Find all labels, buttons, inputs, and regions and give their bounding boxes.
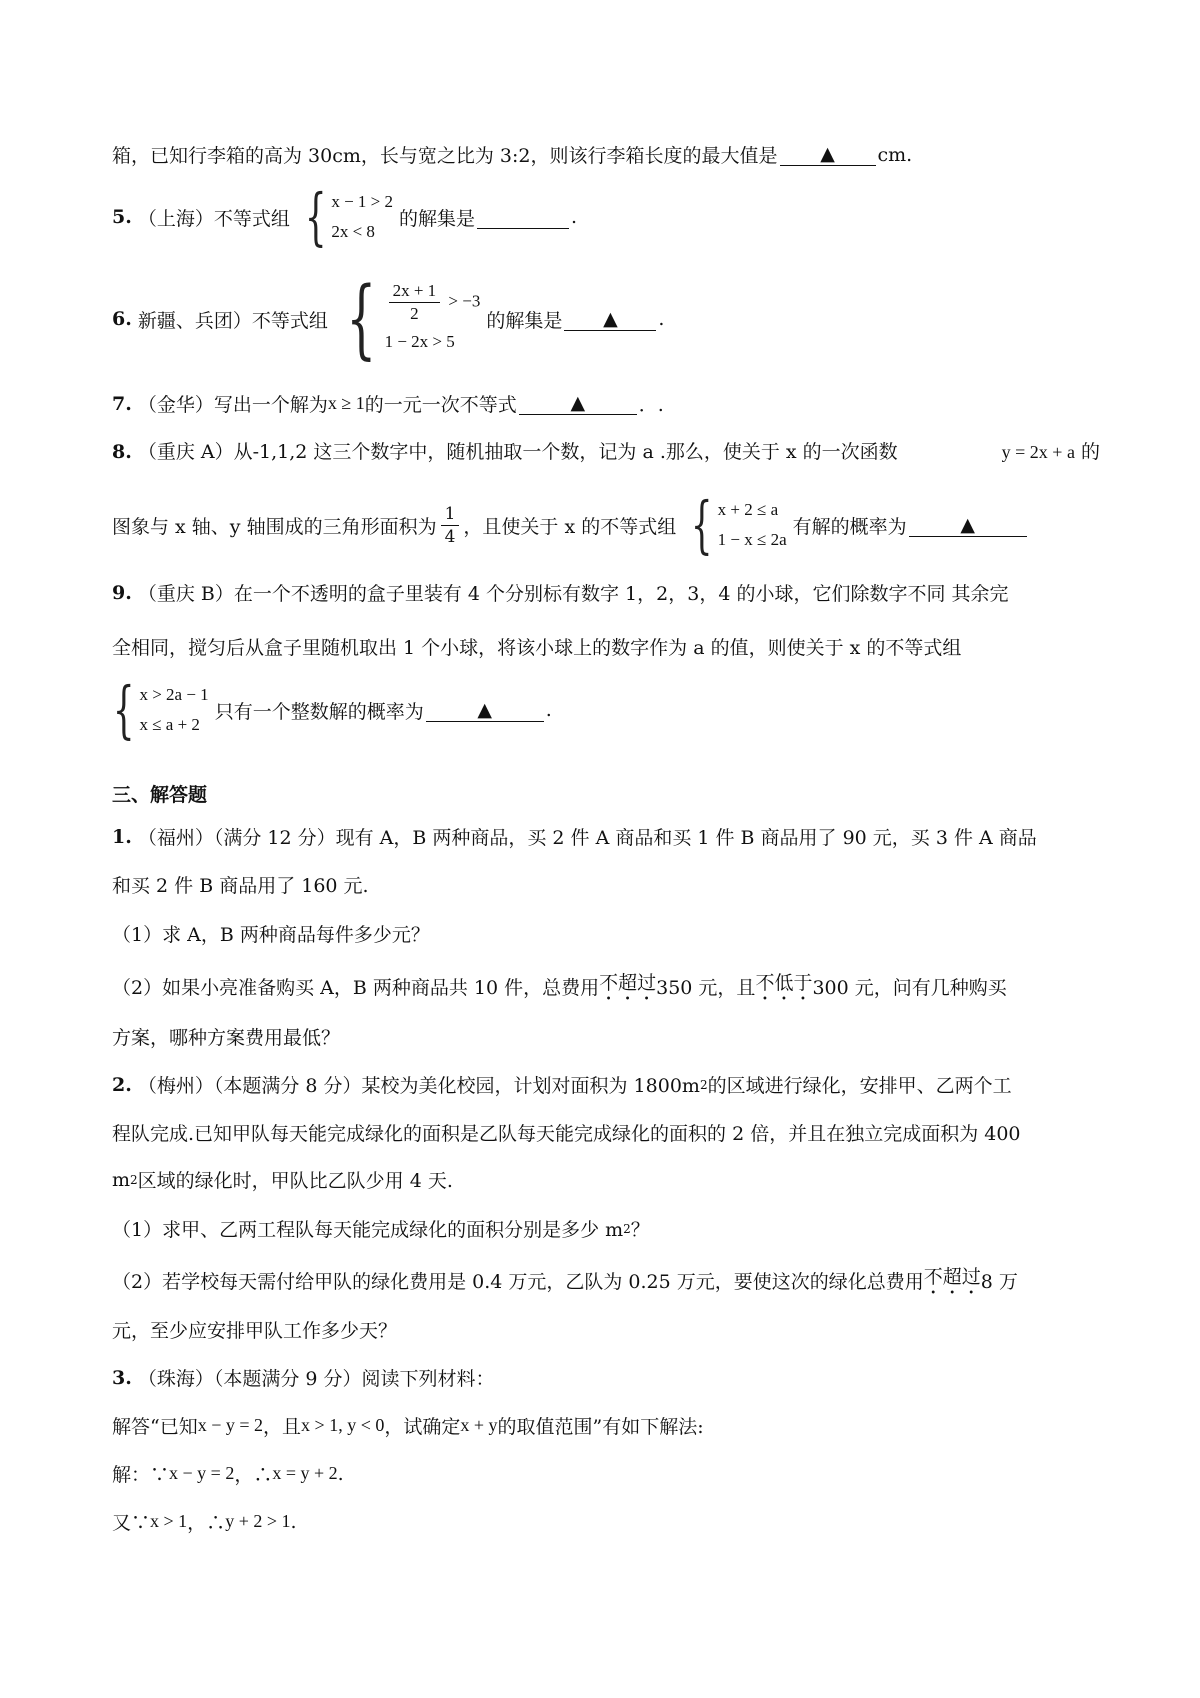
question-text: 全相同，搅匀后从盒子里随机取出 1 个小球，将该小球上的数字作为 a 的值，则使关于 x 的不等式组 (112, 637, 962, 659)
question-9-line-3 (112, 673, 1100, 746)
brace-icon: { (691, 488, 713, 561)
problem-1-sub-1 (112, 920, 1100, 947)
emphasis-text: 不超过 (599, 972, 657, 994)
question-5 (112, 180, 1100, 253)
math-expression: x + y (460, 1415, 498, 1435)
question-number: 8. (112, 441, 132, 463)
q4-continuation (112, 141, 1100, 168)
question-text: 图象与 x 轴、y 轴围成的三角形面积为 (112, 515, 437, 538)
question-number: 2. (112, 1073, 132, 1096)
question-number: 9. (112, 581, 132, 604)
problem-1-line-1 (112, 823, 1100, 850)
problem-2-sub-1: （1）求甲、乙两工程队每天能完成绿化的面积分别是多少 m 2 ？ (112, 1219, 650, 1241)
math-expression: x > 1 (150, 1511, 188, 1531)
inequality-system (334, 269, 481, 369)
problem-2-line-2 (112, 1119, 1100, 1146)
answer-blank: ▲ (426, 699, 544, 722)
inequality-system (104, 673, 209, 746)
answer-blank: ▲ (564, 308, 656, 331)
period: . (545, 699, 552, 721)
question-number: 5. (112, 206, 132, 228)
question-text: 有解的概率为 (792, 515, 907, 538)
question-7 (112, 390, 1100, 417)
math-expression: x − y = 2 (169, 1463, 235, 1483)
question-text: 的一元一次不等式 (364, 394, 517, 416)
q4-unit: cm. (877, 143, 913, 166)
question-text: （上海）不等式组 (137, 207, 290, 230)
brace-icon: { (304, 180, 327, 253)
question-text: 新疆、兵团）不等式组 (137, 309, 328, 332)
question-text: 程队完成.已知甲队每天能完成绿化的面积是乙队每天能完成绿化的面积的 2 倍，并且在独立完成面积为 400 (112, 1123, 1021, 1145)
math-expression: x > 1, y < 0 (301, 1415, 385, 1435)
q4-text: 箱，已知行李箱的高为 30cm，长与宽之比为 3:2，则该行李箱长度的最大值是 (112, 145, 778, 167)
question-text: （金华）写出一个解为 (137, 394, 328, 416)
problem-3-line-3: 解：∵ x − y = 2 ，∴ x = y + 2 . (112, 1462, 344, 1486)
answer-blank: ▲ (780, 143, 876, 166)
question-text: （福州）（满分 12 分）现有 A，B 两种商品，买 2 件 A 商品和买 1 件 B 商品用了 90 元，买 3 件 A 商品 (137, 827, 1037, 849)
question-text: 的解集是 (399, 207, 476, 230)
question-number: 7. (112, 392, 132, 415)
brace-icon: { (112, 673, 135, 746)
section-heading: 三、解答题 (112, 784, 208, 806)
sub-question: 元，至少应安排甲队工作多少天？ (112, 1320, 398, 1342)
math-expression: x − y = 2 (197, 1415, 264, 1435)
problem-2-line-3: m 2 区域的绿化时，甲队比乙队少用 4 天. (112, 1168, 453, 1192)
inequality-row: > −3 (448, 290, 481, 310)
answer-blank (477, 206, 569, 229)
brace-icon: { (346, 269, 377, 369)
inequality-system (296, 180, 393, 253)
emphasis-text: 不低于 (755, 972, 813, 994)
period: ．. (638, 394, 664, 416)
question-9-line-2 (112, 633, 1100, 660)
inequality-row: x − 1 > 2 (331, 192, 393, 211)
question-text: 和买 2 件 B 商品用了 160 元. (112, 875, 369, 897)
question-text: 的解集是 (486, 309, 563, 332)
math-expression: x = y + 2 (272, 1463, 338, 1483)
period: . (658, 308, 665, 330)
inequality-system (682, 488, 787, 561)
question-text: ，且使关于 x 的不等式组 (463, 515, 677, 538)
math-expression: y = 2x + a (1001, 442, 1075, 462)
answer-blank: ▲ (909, 514, 1027, 537)
inequality-row: x ≤ a + 2 (139, 715, 200, 734)
question-text: （重庆 B）在一个不透明的盒子里装有 4 个分别标有数字 1，2，3，4 的小球，它们除数字不同 其余完 (137, 583, 1009, 605)
question-6 (112, 269, 1100, 369)
inequality-row: x > 2a − 1 (139, 685, 209, 704)
question-9-line-1 (112, 579, 1100, 606)
question-number: 1. (112, 825, 132, 848)
question-8-line-2 (112, 488, 1100, 561)
problem-3-line-1 (112, 1364, 1100, 1391)
question-text: （珠海）（本题满分 9 分）阅读下列材料： (137, 1368, 495, 1390)
sub-question: （1）求 A，B 两种商品每件多少元？ (112, 924, 430, 946)
problem-1-line-2 (112, 871, 1100, 898)
question-text: （重庆 A）从-1,1,2 这三个数字中，随机抽取一个数，记为 a .那么，使关于 x 的一次函数 (137, 441, 898, 463)
inequality-row: x + 2 ≤ a (717, 500, 779, 519)
question-text: 只有一个整数解的概率为 (214, 700, 424, 723)
problem-2-sub-2: （2）若学校每天需付给甲队的绿化费用是 0.4 万元，乙队为 0.25 万元，要使这次的绿化总费用 不超过 8 万 (112, 1262, 1100, 1299)
problem-1-sub-2-line-2 (112, 1023, 1100, 1050)
problem-3-line-4: 又∵ x > 1 ，∴ y + 2 > 1 . (112, 1510, 297, 1534)
fraction: $\frac{2x + 1}{2}$ (389, 280, 441, 325)
problem-3-line-2: 解答“已知 x − y = 2 ，且 x > 1, y < 0 ，试确定 x + y 的取值范围”有如下解法: (112, 1415, 704, 1438)
question-number: 6. (112, 308, 132, 330)
question-number: 3. (112, 1366, 132, 1389)
period: . (571, 206, 578, 228)
emphasis-text: 不超过 (923, 1266, 981, 1288)
problem-1-sub-2: （2）如果小亮准备购买 A，B 两种商品共 10 件，总费用 不超过 350 元，且 不低于 300 元，问有几种购买 (112, 968, 1100, 1005)
inequality-row: 2x < 8 (331, 222, 375, 241)
answer-blank: ▲ (519, 392, 637, 415)
fraction: $\frac{1}{4}$ (441, 503, 460, 548)
math-expression: y + 2 > 1 (225, 1511, 291, 1531)
math-expression: x ≥ 1 (327, 393, 365, 413)
question-8-line-1: 8. （重庆 A）从-1,1,2 这三个数字中，随机抽取一个数，记为 a .那么，使关于 x 的一次函数 y = 2x + a 的 (112, 441, 1100, 463)
problem-2-line-1: 2. （梅州）（本题满分 8 分）某校为美化校园，计划对面积为 1800m 2 的区域进行绿化，安排甲、乙两个工 (112, 1073, 1012, 1097)
sub-question: 方案，哪种方案费用最低？ (112, 1027, 341, 1049)
inequality-row: 1 − x ≤ 2a (717, 530, 787, 549)
inequality-row: 1 − 2x > 5 (384, 331, 455, 351)
problem-2-sub-2-line-2 (112, 1316, 1100, 1343)
